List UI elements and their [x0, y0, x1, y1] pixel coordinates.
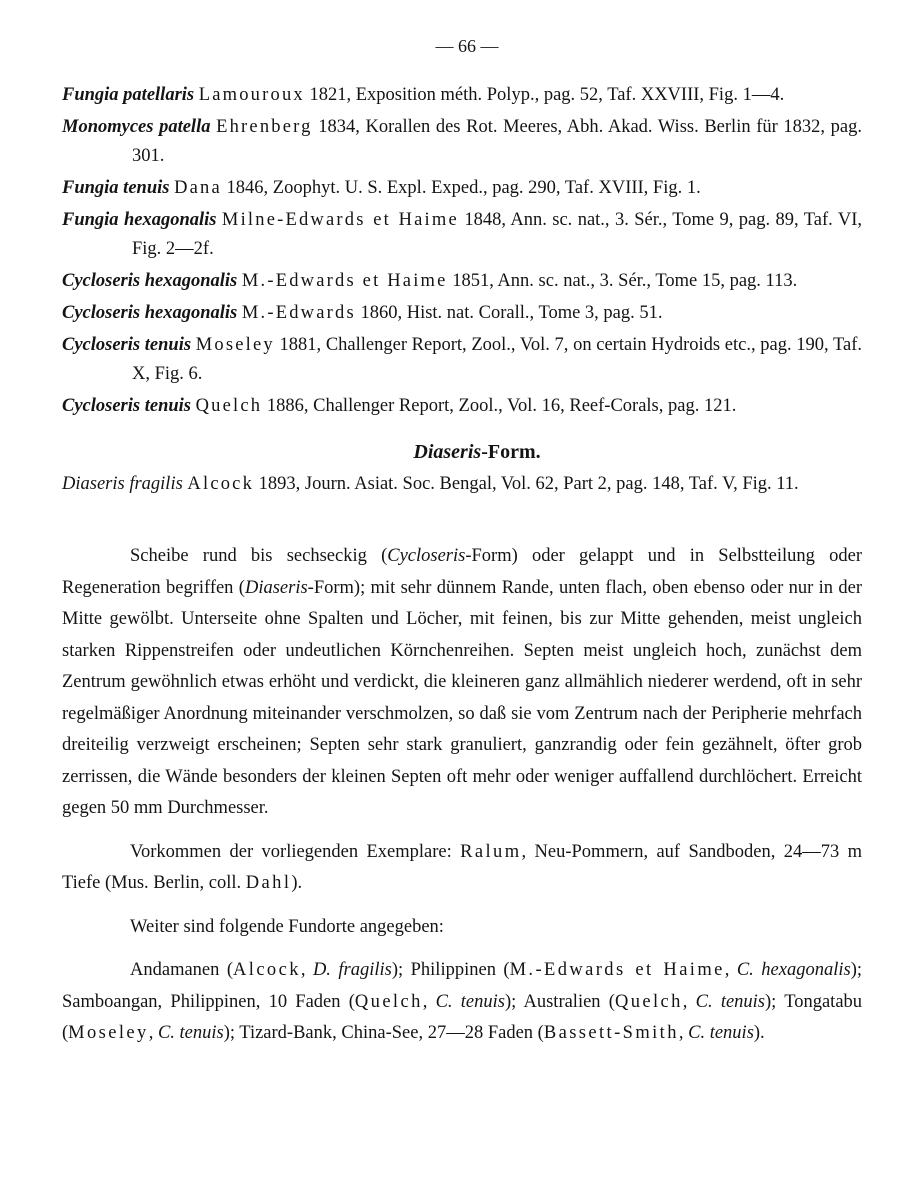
author-name: Ehrenberg [216, 117, 313, 137]
reference-text: 1821, Exposition méth. Polyp., pag. 52, Taf. XXVIII, Fig. 1—4. [309, 85, 785, 105]
species-name: Fungia tenuis [62, 178, 170, 198]
species-name: C. tenuis [688, 1023, 754, 1043]
text-run: , [300, 960, 313, 980]
text-run: , [724, 960, 737, 980]
synonym-entry [62, 174, 862, 203]
synonym-entry [62, 392, 862, 421]
synonym-entry [62, 206, 862, 264]
collector-name: Dahl [245, 873, 292, 893]
author-name: M.-Edwards et Haime [241, 271, 448, 291]
text-run: , [678, 1023, 689, 1043]
reference-text: 1860, Hist. nat. Corall., Tome 3, pag. 51. [360, 303, 663, 323]
reference-text: 1846, Zoophyt. U. S. Expl. Exped., pag. 290, Taf. XVIII, Fig. 1. [226, 178, 701, 198]
text-run: Scheibe rund bis sechseckig ( [130, 546, 388, 566]
text-run: ). [291, 873, 303, 893]
text-run: ); Philippinen ( [391, 960, 510, 980]
text-run: ). [753, 1023, 765, 1043]
text-run: , [148, 1023, 158, 1043]
text-run: -Form); mit sehr dünnem Rande, unten flach, oben ebenso oder nur in der Mitte gewölbt. Unterseite ohne Spalten und Löcher, mit feinen, bis zur Mitte gehenden, meist ungleich starken Rippenstreifen oder undeutlichen Körnchenreihen. Septen meist ungleich hoch, zunächst dem Zentrum gewöhnlich etwas erhöht und verdickt, die kleineren ganz allmählich niederer werdend, oft in sehr regelmäßiger Anordnung miteinander verschmolzen, so daß sie vom Zentrum nach der Peripherie mehrfach dreiteilig verzweigt erscheinen; Septen sehr stark granuliert, ganzrandig oder fein gezähnelt, öfter grob zerrissen, die Wände besonders der kleinen Septen oft mehr oder weniger auffallend durchlöchert. Erreicht gegen 50 mm Durchmesser. [62, 577, 862, 818]
author-name: Bassett-Smith [543, 1023, 679, 1043]
synonymy-list [62, 81, 862, 421]
section-heading-name: Diaseris [413, 441, 482, 463]
reference-text: 1893, Journ. Asiat. Soc. Bengal, Vol. 62, Part 2, pag. 148, Taf. V, Fig. 11. [258, 474, 799, 494]
section-heading-suffix: -Form. [481, 441, 541, 463]
synonym-entry [62, 267, 862, 296]
author-name: Dana [174, 178, 222, 198]
species-name: Diaseris fragilis [62, 474, 183, 494]
text-run: Vorkommen der vorliegenden Exemplare: [130, 841, 461, 862]
synonym-entry [62, 470, 862, 499]
text-run: ); Tongatabu ( [62, 991, 863, 1043]
species-name: D. fragilis [312, 960, 392, 980]
author-name: Quelch [614, 991, 683, 1012]
synonym-entry [62, 331, 862, 389]
author-name: Moseley [195, 335, 275, 355]
text-run: ); Tizard-Bank, China-See, 27—28 Faden ( [223, 1023, 544, 1043]
text-run: -Form) oder gelappt und in Selbstteilung oder Regeneration begriffen ( [62, 546, 863, 598]
species-name: C. tenuis [435, 991, 505, 1012]
genus-name: Diaseris [244, 577, 308, 598]
author-name: Alcock [233, 960, 301, 980]
occurrence-paragraph [62, 837, 862, 900]
species-name: C. tenuis [157, 1023, 224, 1043]
localities-paragraph [62, 955, 862, 1050]
localities-intro: Weiter sind folgende Fundorte angegeben: [130, 916, 444, 937]
species-name: Monomyces patella [62, 117, 211, 137]
synonym-entry [62, 81, 862, 110]
section-heading [62, 441, 862, 464]
author-name: M.-Edwards [241, 303, 356, 323]
species-name: Fungia patellaris [62, 85, 195, 105]
synonym-entry [62, 299, 862, 328]
reference-text: 1886, Challenger Report, Zool., Vol. 16, Reef-Corals, pag. 121. [266, 396, 737, 416]
species-name: Fungia hexagonalis [62, 210, 217, 230]
text-run: ); Australien ( [504, 991, 615, 1012]
genus-name: Cycloseris [387, 546, 466, 566]
page-number: — 66 — [435, 36, 499, 56]
author-name: Moseley [68, 1023, 149, 1043]
text-run: Andamanen ( [130, 960, 234, 980]
reference-text: 1881, Challenger Report, Zool., Vol. 7, on certain Hydroids etc., pag. 190, Taf. X, Fig. 6. [132, 335, 863, 384]
species-name: Cycloseris tenuis [62, 335, 192, 355]
reference-text: 1848, Ann. sc. nat., 3. Sér., Tome 9, pag. 89, Taf. VI, Fig. 2—2f. [132, 210, 863, 259]
species-name: Cycloseris tenuis [62, 396, 191, 416]
species-name: C. tenuis [695, 991, 766, 1012]
description-paragraph [62, 541, 862, 825]
reference-text: 1834, Korallen des Rot. Meeres, Abh. Akad. Wiss. Berlin für 1832, pag. 301. [132, 117, 862, 166]
text-run: , Neu-Pommern, auf Sandboden, 24—73 m Tiefe (Mus. Berlin, coll. [62, 841, 862, 893]
species-name: C. hexagonalis [736, 960, 851, 980]
text-run: ); Samboangan, Philippinen, 10 Faden ( [62, 960, 862, 1012]
text-run: , [422, 991, 436, 1012]
author-name: M.-Edwards et Haime [509, 960, 725, 980]
species-name: Cycloseris hexagonalis [62, 271, 238, 291]
author-name: Quelch [195, 396, 263, 416]
author-name: Alcock [187, 474, 255, 494]
text-run: , [682, 991, 696, 1012]
author-name: Lamouroux [198, 85, 305, 105]
author-name: Milne-Edwards et Haime [221, 210, 459, 230]
place-name: Ralum [460, 841, 522, 862]
synonym-entry [62, 113, 862, 171]
reference-text: 1851, Ann. sc. nat., 3. Sér., Tome 15, pag. 113. [452, 271, 798, 291]
species-name: Cycloseris hexagonalis [62, 303, 238, 323]
author-name: Quelch [354, 991, 423, 1012]
